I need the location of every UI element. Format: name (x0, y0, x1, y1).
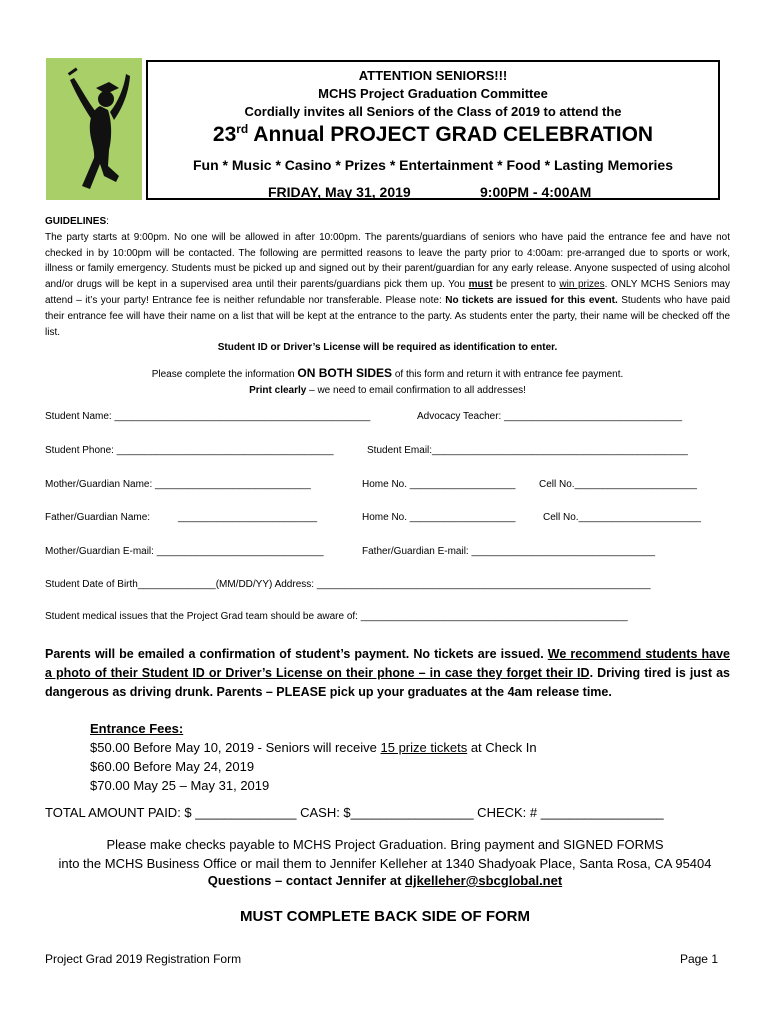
must-complete-back: MUST COMPLETE BACK SIDE OF FORM (240, 908, 530, 925)
payment-line2: into the MCHS Business Office or mail them to Jennifer Kelleher at 1340 Shadyoak Place, Santa Rosa, CA 95404 (58, 856, 712, 871)
father-email-field[interactable]: Father/Guardian E-mail: _________________________________ (362, 546, 656, 557)
instructions-line2: Print clearly – we need to email confirmation to all addresses! (249, 385, 526, 396)
parents-note: Parents will be emailed a confirmation of student’s payment. No tickets are issued. We recommend students have a photo of their Student ID or Driver’s License on their phone – in case they forget their ID. Driving tired is just as dangerous as driving drunk. Parents – PLEASE pick up your graduates at the 4am release time. (45, 647, 731, 699)
entrance-fees (90, 719, 690, 795)
fee-tier-3: $70.00 May 25 – May 31, 2019 (90, 778, 270, 793)
mother-email-field[interactable]: Mother/Guardian E-mail: ______________________________ (45, 546, 324, 557)
tagline: Fun * Music * Casino * Prizes * Entertainment * Food * Lasting Memories (193, 157, 673, 173)
instructions-line1: Please complete the information ON BOTH SIDES of this form and return it with entrance fee payment. (151, 366, 624, 380)
event-title: 23rd Annual PROJECT GRAD CELEBRATION (212, 122, 654, 146)
medical-issues-field[interactable]: Student medical issues that the Project Grad team should be aware of: ________________________________________________ (45, 611, 628, 622)
student-phone-field[interactable]: Student Phone: _______________________________________ (45, 445, 334, 456)
invite-line: Cordially invites all Seniors of the Class of 2019 to attend the (244, 104, 622, 119)
fees-title: Entrance Fees: (90, 721, 184, 736)
guidelines-label: GUIDELINES (45, 216, 107, 227)
footer-form-name: Project Grad 2019 Registration Form (45, 952, 242, 966)
committee-line: MCHS Project Graduation Committee (318, 86, 548, 101)
graduate-silhouette-icon (46, 58, 142, 200)
student-email-field[interactable]: Student Email:______________________________________________ (367, 445, 688, 456)
mother-home-no-field[interactable]: Home No. ___________________ (362, 479, 516, 490)
father-name-field[interactable]: _________________________ (178, 512, 318, 523)
id-required-note: Student ID or Driver’s License will be required as identification to enter. (217, 342, 558, 354)
father-name-label: Father/Guardian Name: (45, 512, 151, 523)
guidelines-text: The party starts at 9:00pm. No one will be allowed in after 10:00pm. The parents/guardians of seniors who have paid the entrance fee and have not checked in by 10:00pm will be contacted. The following are permitted reasons to leave the party prior to 4:00am: pre-arranged due to sports or work, illness or family emergency. Students must be picked up and signed out by their parent/guardian for any early release. Anyone suspected of using alcohol and/or drugs will be kept in a supervised area until their parents/guardians pick them up. You must be present to win prizes. ONLY MCHS Seniors may attend – it’s your party! Entrance fee is neither refundable nor transferable. Please note: No tickets are issued for this event. Students who have paid their entrance fee will have their name on a list that will be kept at the entrance to the party. As students enter the party, their name will be checked off the list. (45, 231, 731, 338)
graduate-jumping-logo (46, 58, 142, 200)
total-amount-line[interactable]: TOTAL AMOUNT PAID: $ ______________ CASH: $_________________ CHECK: # _________________ (45, 805, 664, 820)
father-cell-no-field[interactable]: Cell No.______________________ (543, 512, 701, 523)
dob-address-field[interactable]: Student Date of Birth______________(MM/DD/YY) Address: ____________________________________________________________ (45, 579, 651, 590)
mother-name-field[interactable]: Mother/Guardian Name: ____________________________ (45, 479, 311, 490)
fee-tier-2: $60.00 Before May 24, 2019 (90, 759, 255, 774)
father-home-no-field[interactable]: Home No. ___________________ (362, 512, 516, 523)
advocacy-teacher-field[interactable]: Advocacy Teacher: ________________________________ (417, 411, 683, 422)
footer-page-number: Page 1 (679, 952, 718, 966)
event-time: 9:00PM - 4:00AM (480, 184, 592, 200)
payment-line1: Please make checks payable to MCHS Project Graduation. Bring payment and SIGNED FORMS (106, 837, 664, 852)
event-date: FRIDAY, May 31, 2019 (268, 184, 411, 200)
attention-line: ATTENTION SENIORS!!! (358, 68, 508, 83)
mother-cell-no-field[interactable]: Cell No.______________________ (539, 479, 697, 490)
fee-tier-1: $50.00 Before May 10, 2019 - Seniors will receive 15 prize tickets at Check In (90, 740, 537, 755)
header-box (146, 60, 720, 200)
questions-line: Questions – contact Jennifer at djkelleher@sbcglobal.net (207, 873, 563, 888)
student-name-field[interactable]: Student Name: ______________________________________________ (45, 411, 371, 422)
guidelines-section: GUIDELINES: The party starts at 9:00pm. No one will be allowed in after 10:00pm. The parents/guardians of seniors who have paid the entrance fee and have not checked in by 10:00pm will be contacted. The following are permitted reasons to leave the party prior to 4:00am: pre-arranged due to sports or work, illness or family emergency. Students must be picked up and signed out by their parent/guardian for any early release. Anyone suspected of using alcohol and/or drugs will be kept in a supervised area until their parents/guardians pick them up. You must be present to win prizes. ONLY MCHS Seniors may attend – it’s your party! Entrance fee is neither refundable nor transferable. Please note: No tickets are issued for this event. Students who have paid their entrance fee will have their name on a list that will be kept at the entrance to the party. As students enter the party, their name will be checked off the list. Student ID or Driver’s License will be required as identification to enter. (45, 216, 731, 354)
contact-email-link[interactable]: djkelleher@sbcglobal.net (405, 873, 563, 888)
